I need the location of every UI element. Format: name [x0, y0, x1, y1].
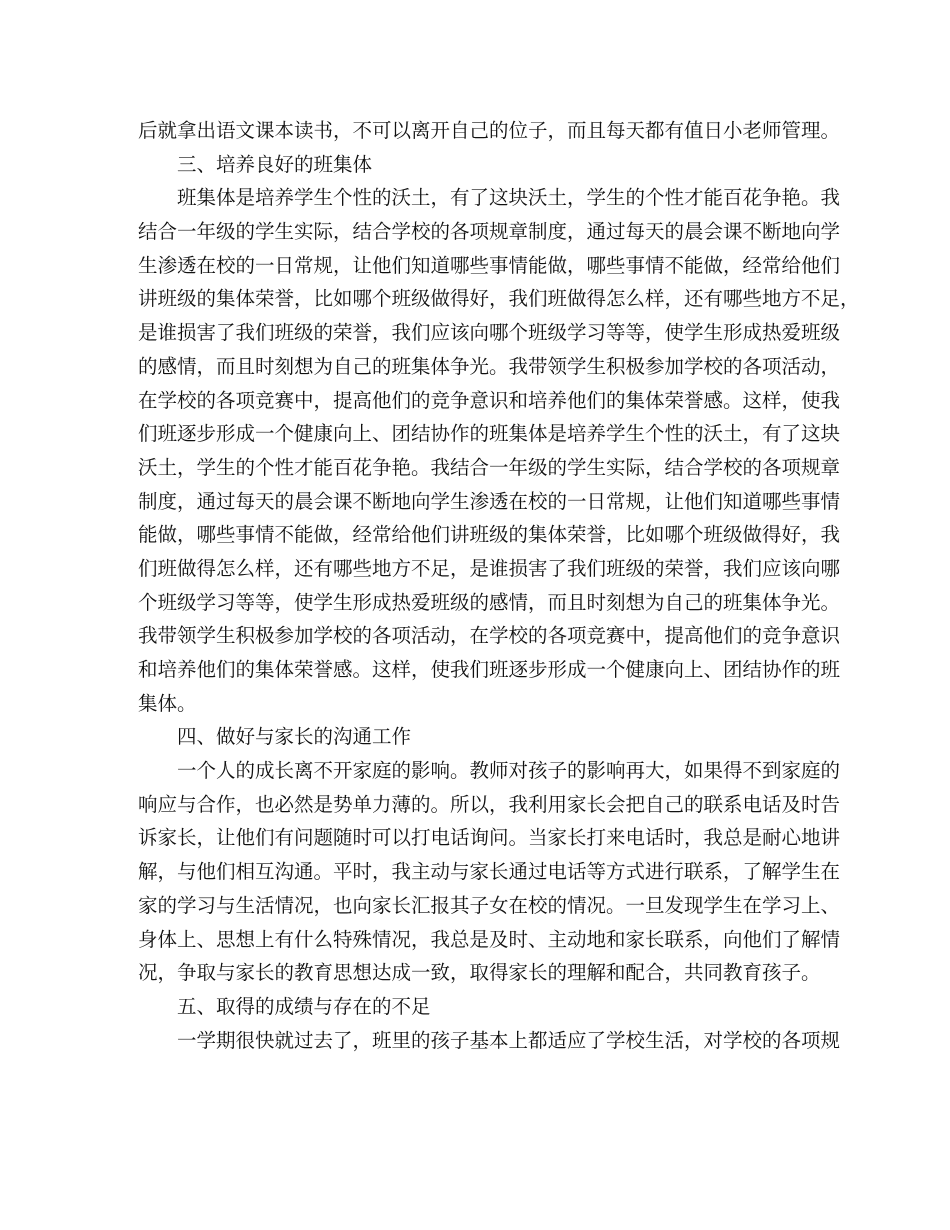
text-line: 我带领学生积极参加学校的各项活动，在学校的各项竞赛中，提高他们的竞争意识 [138, 624, 841, 648]
text-line: 们班做得怎么样，还有哪些地方不足，是谁损害了我们班级的荣誉，我们应该向哪 [138, 556, 841, 580]
document-body [138, 114, 860, 1057]
text-line: 沃土，学生的个性才能百花争艳。我结合一年级的学生实际，结合学校的各项规章 [138, 455, 841, 479]
text-line: 能做，哪些事情不能做，经常给他们讲班级的集体荣誉，比如哪个班级做得好，我 [138, 523, 841, 547]
text-line: 三、培养良好的班集体 [177, 152, 373, 176]
text-line: 制度，通过每天的晨会课不断地向学生渗透在校的一日常规，让他们知道哪些事情 [138, 489, 841, 513]
text-line: 的感情，而且时刻想为自己的班集体争光。我带领学生积极参加学校的各项活动， [138, 354, 841, 378]
text-line: 四、做好与家长的沟通工作 [177, 725, 412, 749]
text-line: 诉家长，让他们有问题随时可以打电话询问。当家长打来电话时，我总是耐心地讲 [138, 826, 841, 850]
text-line: 班集体是培养学生个性的沃土，有了这块沃土，学生的个性才能百花争艳。我 [177, 186, 841, 210]
text-line: 五、取得的成绩与存在的不足 [177, 994, 431, 1018]
text-line: 况，争取与家长的教育思想达成一致，取得家长的理解和配合，共同教育孩子。 [138, 961, 821, 985]
text-line: 响应与合作，也必然是势单力薄的。所以，我利用家长会把自己的联系电话及时告 [138, 792, 841, 816]
text-line: 一学期很快就过去了，班里的孩子基本上都适应了学校生活，对学校的各项规 [177, 1028, 841, 1052]
document-page [138, 114, 860, 1057]
text-line: 家的学习与生活情况，也向家长汇报其子女在校的情况。一旦发现学生在学习上、 [138, 893, 841, 917]
text-line: 是谁损害了我们班级的荣誉，我们应该向哪个班级学习等等，使学生形成热爱班级 [138, 321, 841, 345]
text-line: 身体上、思想上有什么特殊情况，我总是及时、主动地和家长联系，向他们了解情 [138, 927, 841, 951]
text-line: 结合一年级的学生实际，结合学校的各项规章制度，通过每天的晨会课不断地向学 [138, 220, 841, 244]
text-line: 一个人的成长离不开家庭的影响。教师对孩子的影响再大，如果得不到家庭的 [177, 759, 841, 783]
text-line: 们班逐步形成一个健康向上、团结协作的班集体是培养学生个性的沃土，有了这块 [138, 422, 841, 446]
text-line: 和培养他们的集体荣誉感。这样，使我们班逐步形成一个健康向上、团结协作的班 [138, 658, 841, 681]
text-line: 在学校的各项竞赛中，提高他们的竞争意识和培养他们的集体荣誉感。这样，使我 [138, 388, 841, 412]
text-line: 讲班级的集体荣誉，比如哪个班级做得好，我们班做得怎么样，还有哪些地方不足， [138, 287, 860, 311]
text-line: 后就拿出语文课本读书，不可以离开自己的位子，而且每天都有值日小老师管理。 [138, 119, 841, 142]
text-line: 解，与他们相互沟通。平时，我主动与家长通过电话等方式进行联系，了解学生在 [138, 860, 841, 884]
text-line: 生渗透在校的一日常规，让他们知道哪些事情能做，哪些事情不能做，经常给他们 [138, 253, 841, 277]
text-line: 集体。 [138, 691, 197, 715]
text-line: 个班级学习等等，使学生形成热爱班级的感情，而且时刻想为自己的班集体争光。 [138, 590, 841, 614]
